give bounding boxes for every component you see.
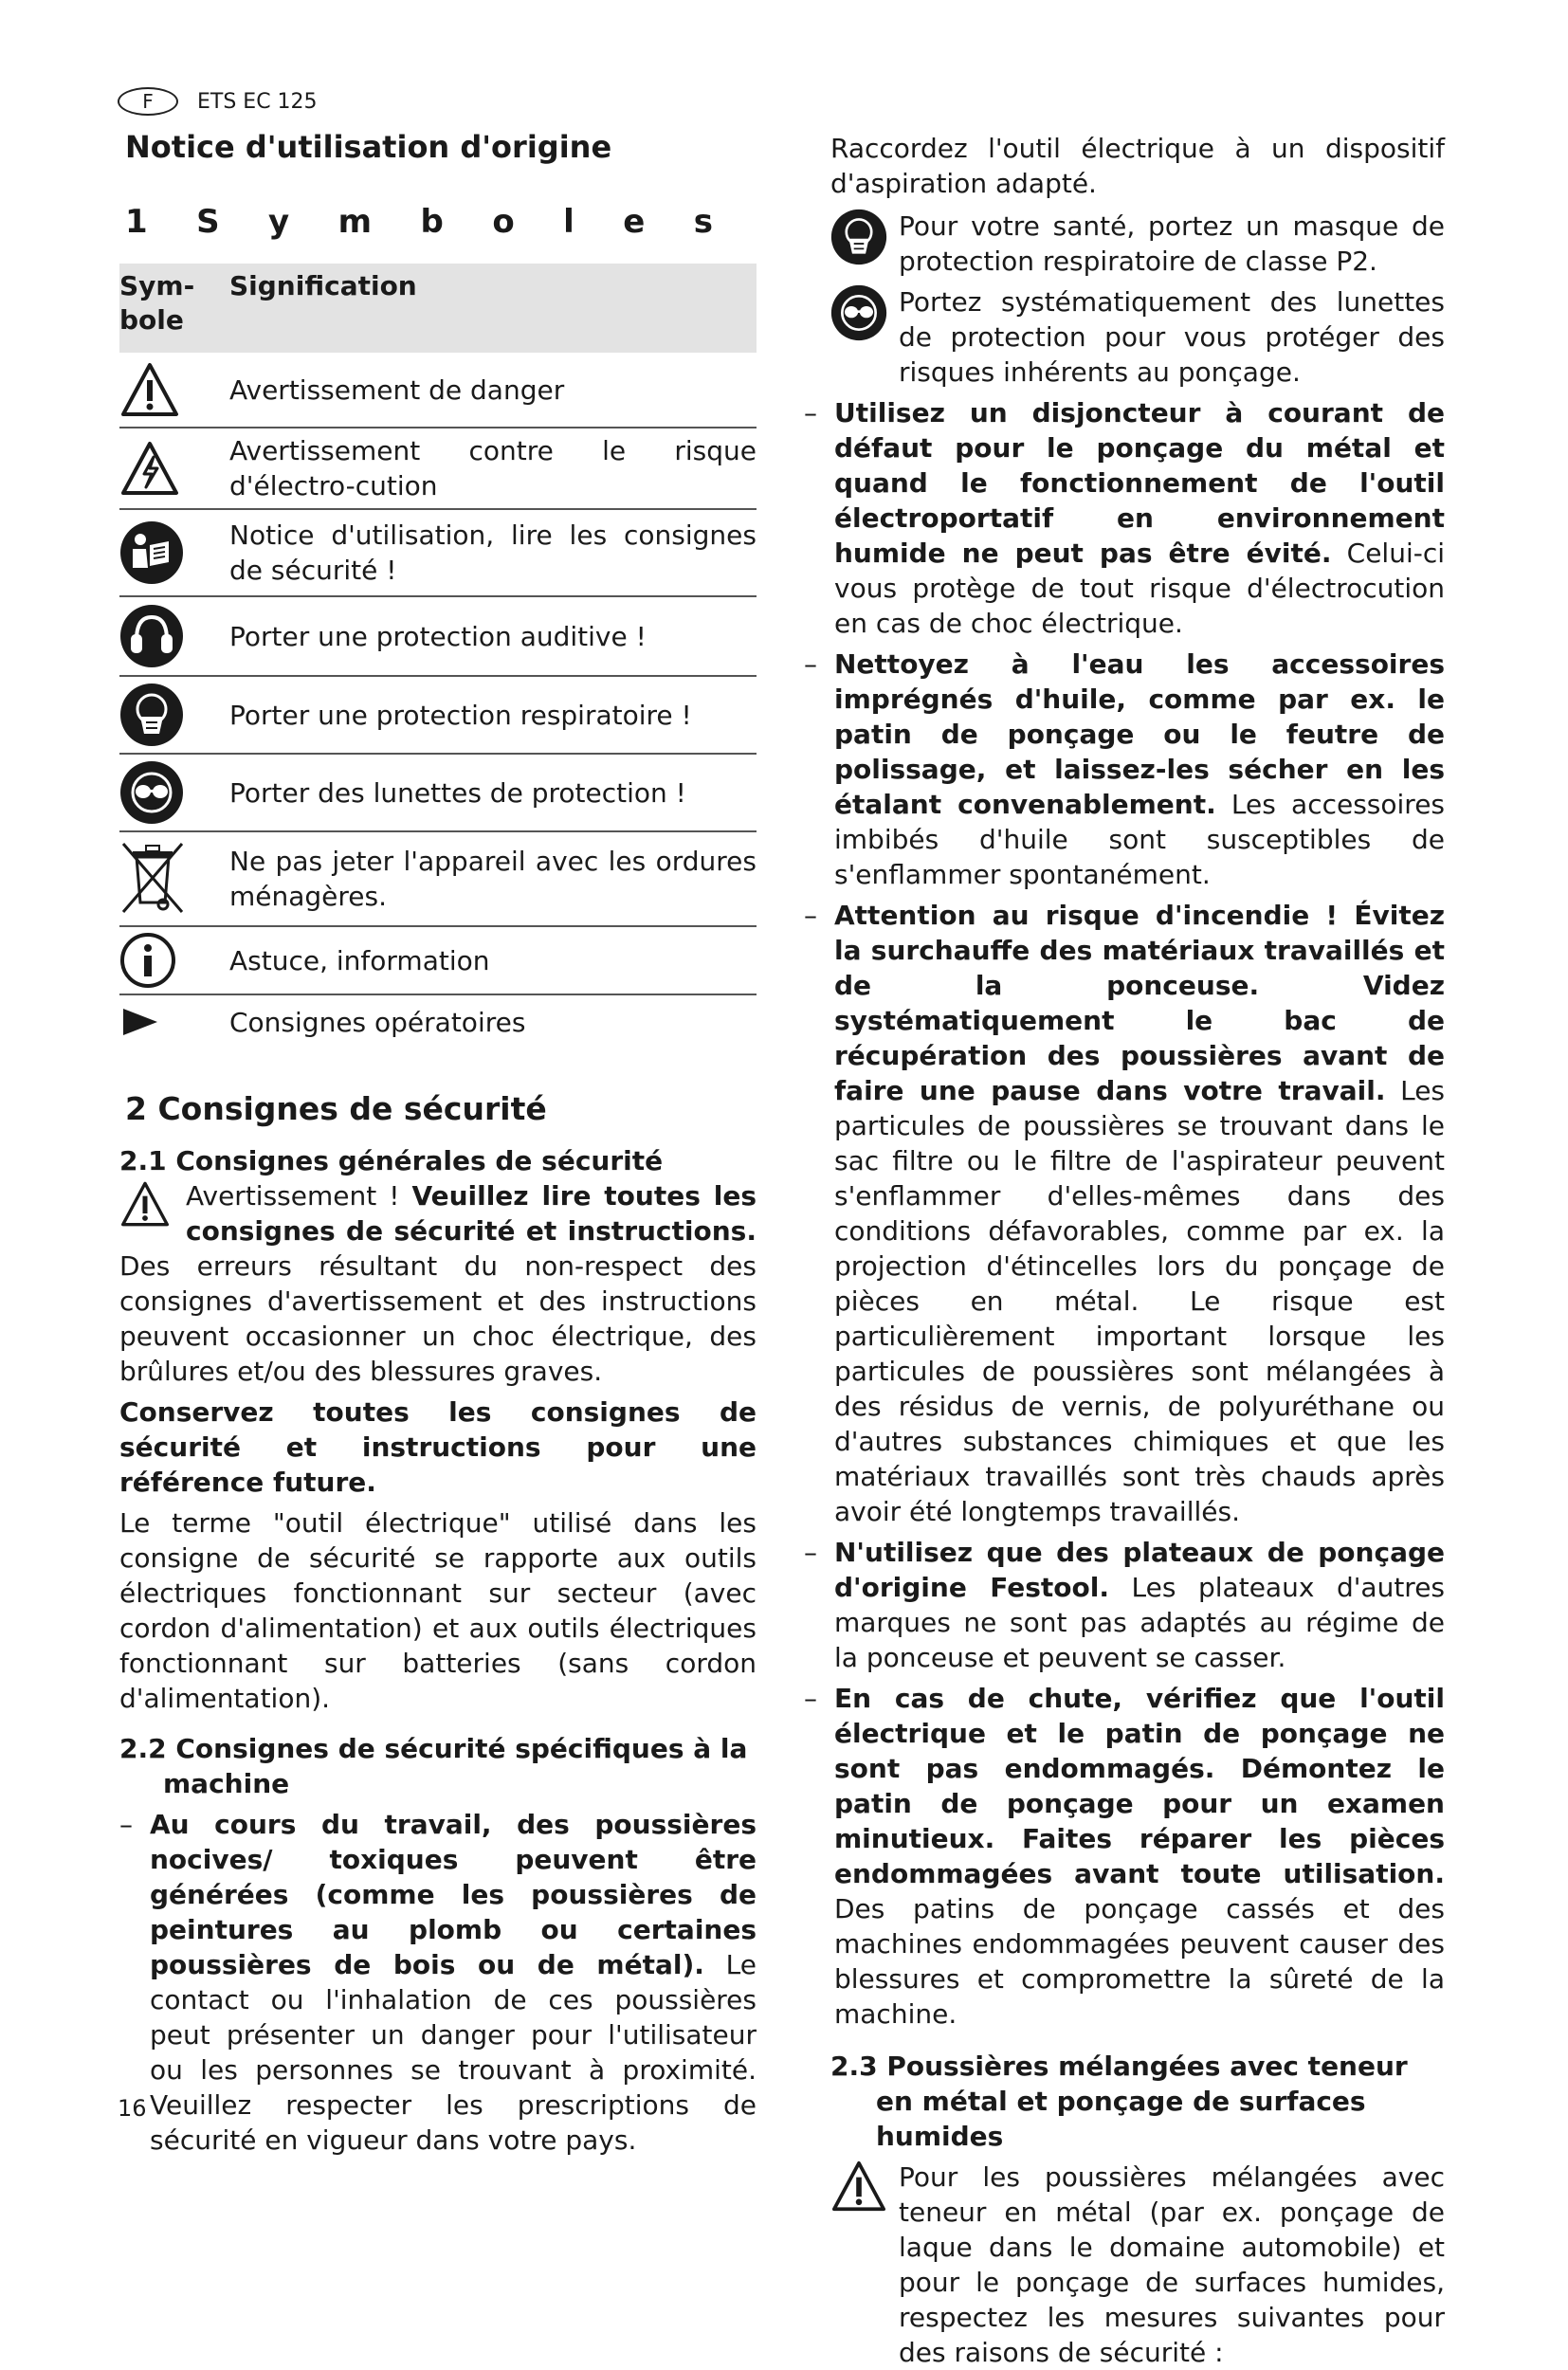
table-row: [119, 995, 757, 1048]
list-dash: –: [804, 648, 817, 680]
table-row: [119, 677, 757, 755]
title-letter: S: [196, 203, 220, 241]
item-bold: Utilisez un disjoncteur à courant de défaut pour le ponçage du métal et quand le fonctionnement de l'outil électroportatif en environnement humide ne peut pas être évité.: [834, 397, 1445, 569]
list-dash: –: [804, 397, 817, 428]
item-bold: Nettoyez à l'eau les accessoires imprégnés d'huile, comme par ex. le patin de ponçage ou le feutre de polissage, et laissez-les sécher en les étalant convenablement.: [834, 648, 1445, 820]
row-label: Ne pas jeter l'appareil avec les ordures ménagères.: [229, 846, 757, 912]
goggles-note-text: Portez systématiquement des lunettes de protection pour vous protéger des risques inhérents au ponçage.: [899, 286, 1445, 388]
list-dash: –: [804, 1537, 817, 1568]
page-header: [118, 87, 318, 116]
title-letter: e: [623, 203, 646, 241]
row-label: Astuce, information: [229, 944, 490, 976]
table-row: [119, 510, 757, 597]
respiratory-mask-icon: [119, 683, 184, 747]
right-column: [804, 131, 1446, 2370]
title-letter: l: [563, 203, 574, 241]
crossed-bin-icon: [119, 840, 186, 918]
list-item: [804, 395, 1445, 641]
play-arrow-icon: [119, 1005, 161, 1039]
row-label: Porter une protection respiratoire !: [229, 699, 692, 731]
list-item: [804, 647, 1445, 892]
respiratory-mask-icon: [830, 209, 887, 265]
goggles-note: [830, 284, 1445, 390]
list-item: [804, 1681, 1445, 2032]
page-number: 16: [118, 2095, 147, 2122]
item-bold: En cas de chute, vérifiez que l'outil électrique et le patin de ponçage ne sont pas endommagés. Démontez le patin de ponçage pour un examen minutieux. Faites réparer les pièces endommagées avant toute utilisation.: [834, 1683, 1445, 1889]
section-2-2-title: 2.2 Consignes de sécurité spécifiques à la machine: [119, 1733, 748, 1799]
title-letter: m: [337, 203, 373, 241]
item-bold: N'utilisez que des plateaux de ponçage d'origine Festool.: [834, 1537, 1445, 1603]
section-2-3-title: 2.3 Poussières mélangées avec teneur en métal et ponçage de surfaces humides: [830, 2051, 1408, 2152]
read-manual-icon: [119, 520, 184, 585]
list-item: [804, 898, 1445, 1529]
list-dash: –: [804, 1683, 817, 1714]
table-row: [119, 428, 757, 510]
table-row: [119, 832, 757, 927]
item-text: Celui-ci vous protège de tout risque d'électrocution en cas de choc électrique.: [834, 538, 1445, 639]
symbols-table: [119, 264, 757, 1048]
item-text: Le contact ou l'inhalation de ces poussières peut présenter un danger pour l'utilisateur ou les personnes se trouvant à proximité. Veuillez respecter les prescriptions de sécurité en vigueur dans votre pays.: [150, 1949, 757, 2156]
item-text: Des patins de ponçage cassés et des machines endommagées peuvent causer des blessures et compromettre la sûreté de la machine.: [834, 1893, 1445, 2030]
row-label: Porter une protection auditive !: [229, 620, 647, 652]
title-letter: y: [268, 203, 290, 241]
warning-triangle-icon: [119, 1180, 171, 1228]
left-column: [119, 1090, 757, 2158]
item-text: Les accessoires imbibés d'huile sont susceptibles de s'enflammer spontanément.: [834, 789, 1446, 890]
item-text: Les plateaux d'autres marques ne sont pas adaptés au régime de la ponceuse et peuvent se casser.: [834, 1572, 1446, 1673]
section-2-3-text: Pour les poussières mélangées avec teneur en métal (par ex. ponçage de laque dans le domaine automobile) et pour le ponçage de surfaces humides, respectez les mesures suivantes pour des raisons de sécurité :: [899, 2161, 1445, 2368]
title-letter: s: [693, 203, 713, 241]
table-row: [119, 755, 757, 832]
model-name: ETS EC 125: [197, 89, 318, 114]
section-2-1-title: 2.1 Consignes générales de sécurité: [119, 1145, 664, 1176]
title-letter: b: [420, 203, 444, 241]
warning-lead: Avertissement !: [186, 1180, 400, 1212]
item-bold: Attention au risque d'incendie ! Évitez la surchauffe des matériaux travaillés et de la ponceuse. Videz systématiquement le bac de récupération des poussières avant de faire une pause dans votre travail.: [834, 900, 1445, 1106]
electric-shock-icon: [119, 440, 180, 497]
table-header: [119, 264, 757, 353]
term-definition: Le terme "outil électrique" utilisé dans les consigne de sécurité se rapporte aux outils électriques fonctionnant sur secteur (avec cordon d'alimentation) et aux outils électriques fonctionnant sur batteries (sans cordon d'alimentation).: [119, 1507, 757, 1714]
warning-paragraph: [119, 1178, 757, 1389]
section-number: 1: [125, 203, 148, 241]
list-dash: –: [804, 900, 817, 931]
ear-protection-icon: [119, 604, 184, 668]
mask-note-text: Pour votre santé, portez un masque de protection respiratoire de classe P2.: [899, 210, 1445, 277]
list-item: [119, 1807, 757, 2158]
table-row: [119, 927, 757, 995]
mask-note: [830, 209, 1445, 279]
section-2-title: 2 Consignes de sécurité: [125, 1090, 547, 1127]
list-item: [804, 1535, 1445, 1675]
warning-rest: Des erreurs résultant du non-respect des consignes d'avertissement et des instructions peuvent occasionner un choc électrique, des brûlures et/ou des blessures graves.: [119, 1250, 757, 1387]
section-1-title: [125, 203, 713, 241]
section-2-3-warning: [830, 2160, 1445, 2370]
document-title: Notice d'utilisation d'origine: [125, 129, 612, 165]
item-bold: Au cours du travail, des poussières nocives/ toxiques peuvent être générées (comme les poussières de peintures au plomb ou certaines poussières de bois ou de métal).: [150, 1809, 757, 1980]
row-label: Consignes opératoires: [229, 1006, 526, 1038]
warning-bold: Veuillez lire toutes les consignes de sécurité et instructions.: [186, 1180, 757, 1247]
item-text: Les particules de poussières se trouvant dans le sac filtre ou le filtre de l'aspirateur peuvent s'enflammer d'elles-mêmes dans des conditions défavorables, comme par ex. la projection d'étincelles lors du ponçage de pièces en métal. Le risque est particulièrement important lorsque les particules de poussières sont mélangées à des résidus de vernis, de polyuréthane ou d'autres substances chimiques et que les matériaux travaillés sont très chauds après avoir été longtemps travaillés.: [834, 1075, 1446, 1527]
table-row: [119, 353, 757, 428]
row-label: Porter des lunettes de protection !: [229, 776, 686, 809]
table-row: [119, 597, 757, 677]
column-header-meaning: Signification: [229, 270, 417, 301]
safety-goggles-icon: [119, 760, 184, 825]
list-dash: –: [119, 1809, 133, 1840]
row-label: Avertissement contre le risque d'électro-cution: [229, 435, 757, 501]
title-letter: o: [492, 203, 515, 241]
language-badge: F: [118, 87, 178, 116]
connect-extraction: Raccordez l'outil électrique à un dispositif d'aspiration adapté.: [830, 133, 1445, 199]
column-header-symbol: Sym- bole: [119, 270, 195, 336]
row-label: Notice d'utilisation, lire les consignes de sécurité !: [229, 520, 757, 586]
safety-goggles-icon: [830, 284, 887, 341]
warning-triangle-icon: [119, 361, 180, 418]
row-label: Avertissement de danger: [229, 374, 565, 406]
keep-instructions: Conservez toutes les consignes de sécurité et instructions pour une référence future.: [119, 1396, 757, 1498]
info-icon: [119, 932, 176, 989]
warning-triangle-icon: [830, 2160, 887, 2213]
